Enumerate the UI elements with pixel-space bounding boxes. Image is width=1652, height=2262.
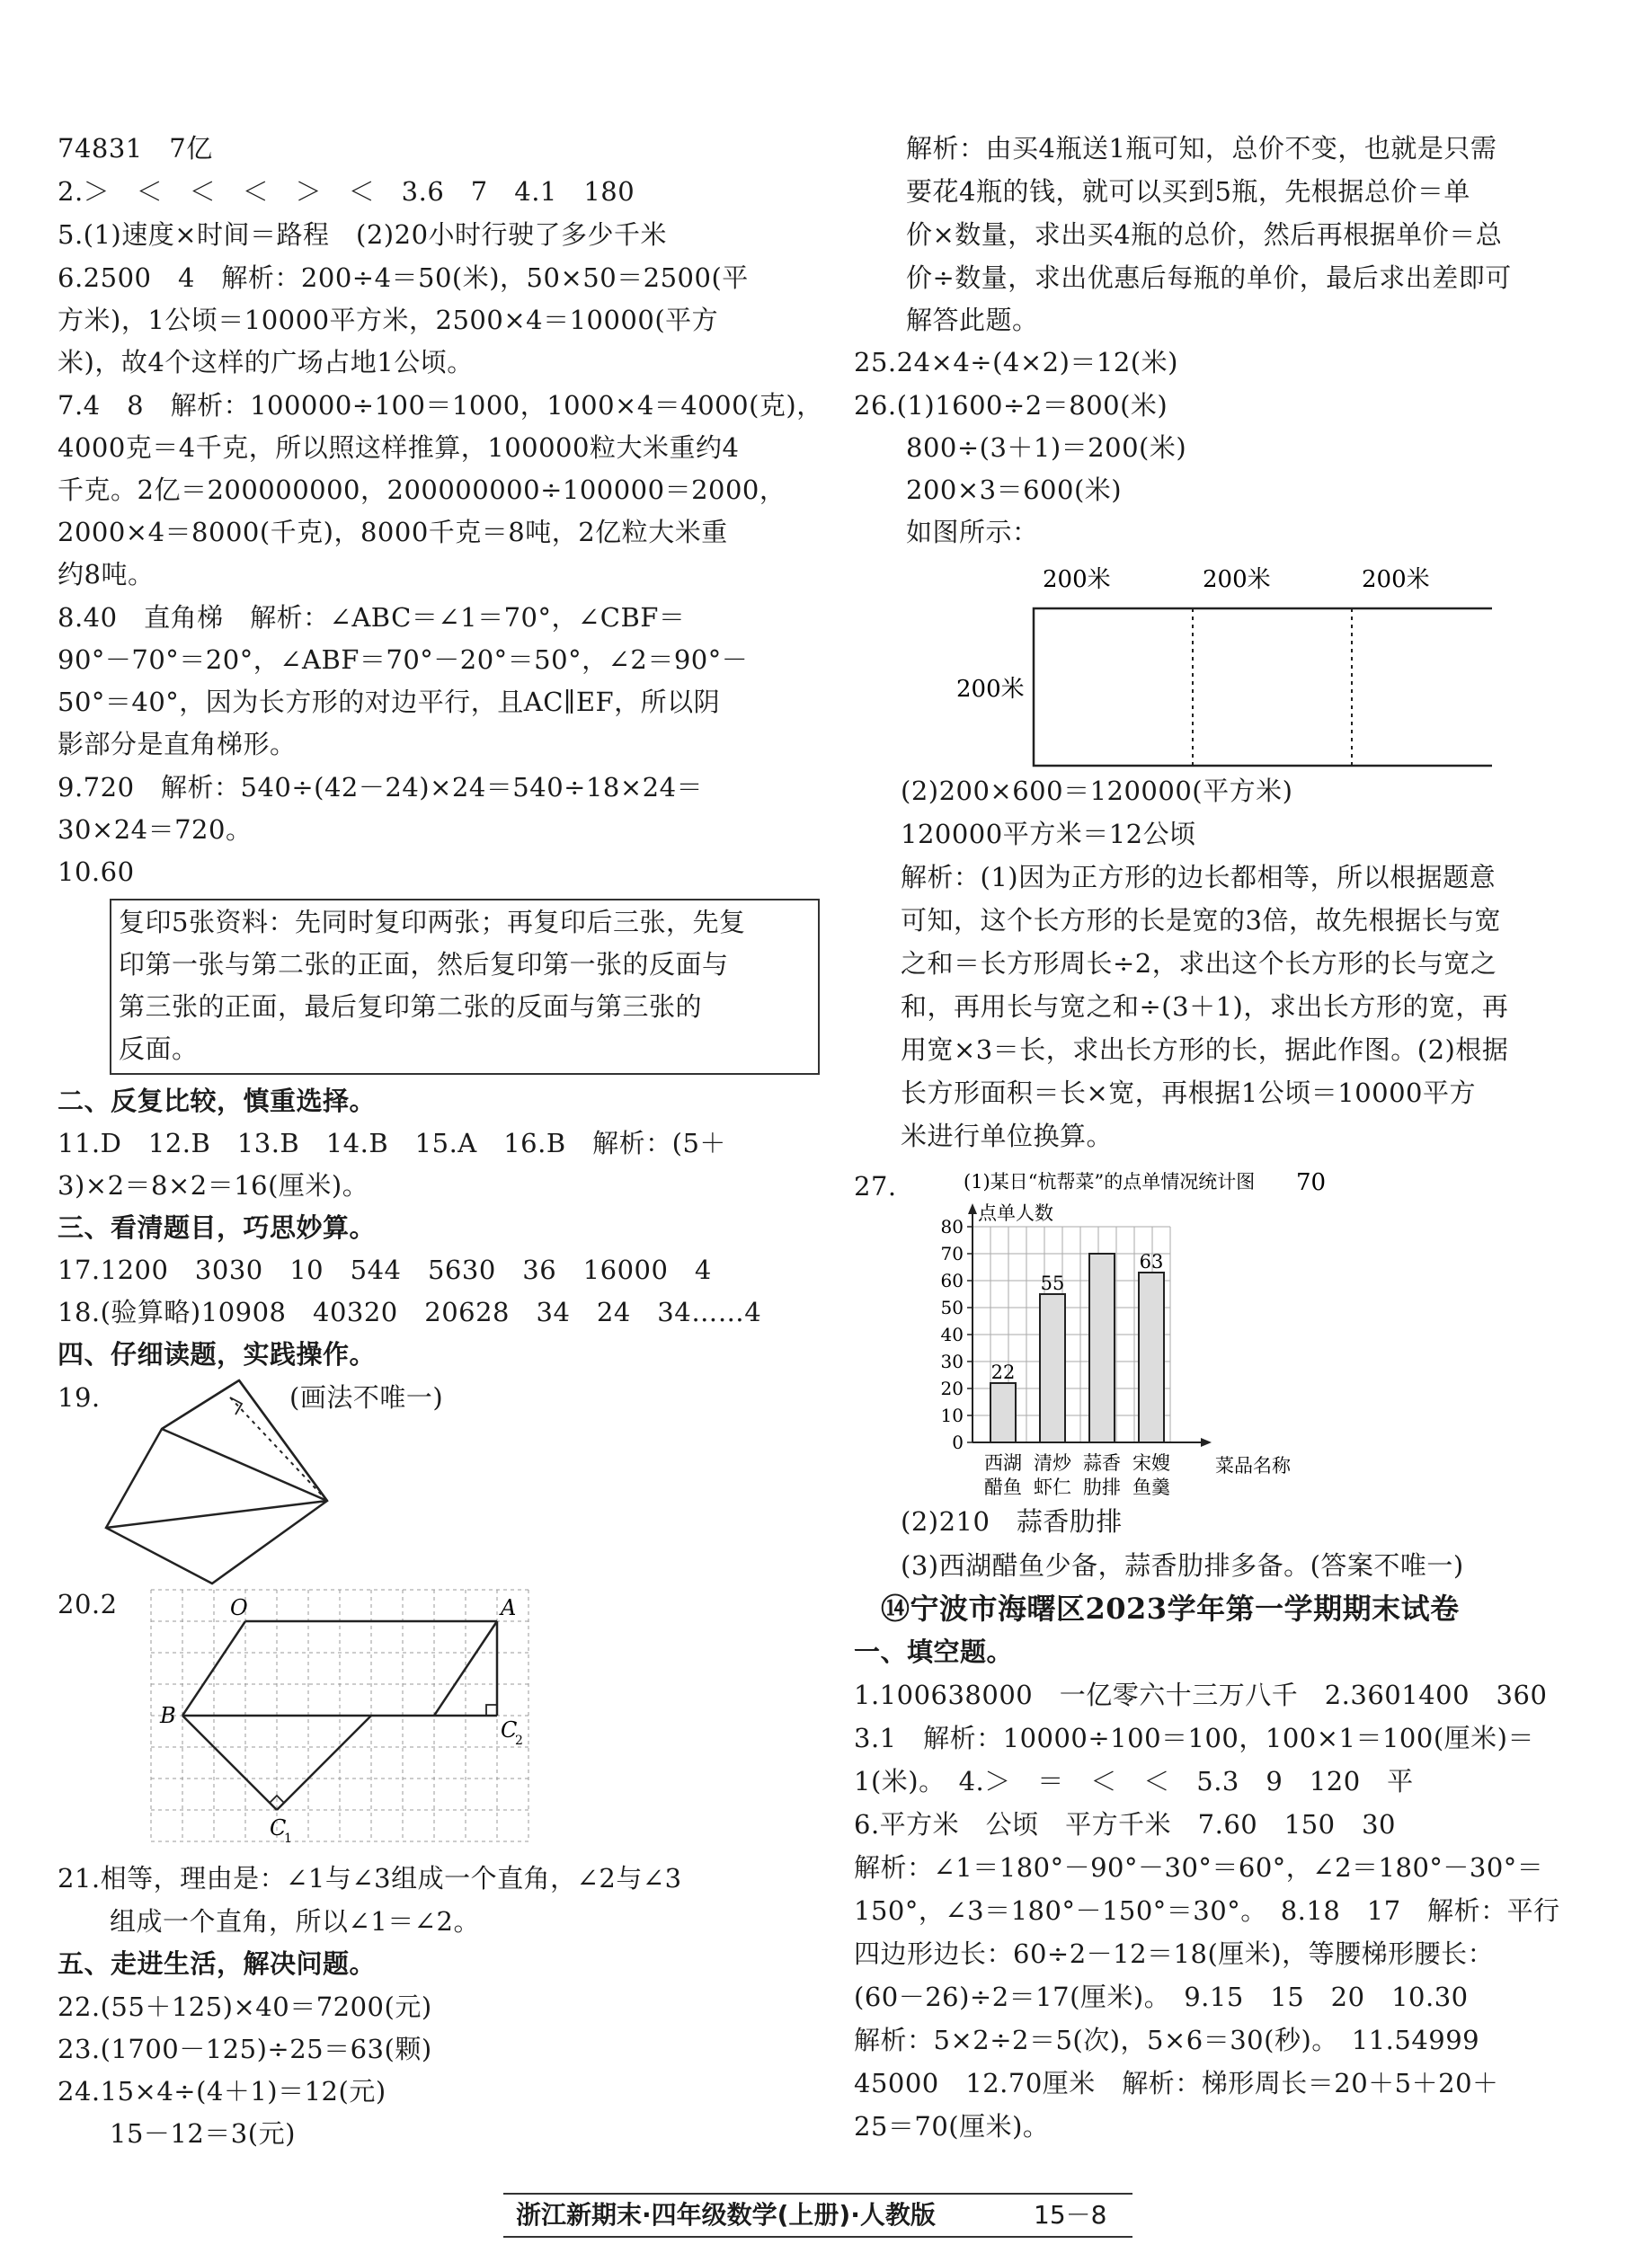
line: (2)210 蒜香肋排 xyxy=(901,1506,1123,1537)
line: 要花4瓶的钱，就可以买到5瓶，先根据总价＝单 xyxy=(906,176,1470,207)
line: 10.60 xyxy=(58,856,135,887)
line: 11.D 12.B 13.B 14.B 15.A 16.B 解析：(5＋ xyxy=(58,1128,726,1158)
line: 17.1200 3030 10 544 5630 36 16000 4 xyxy=(58,1255,712,1285)
line: 四边形边长：60÷2－12＝18(厘米)，等腰梯形腰长： xyxy=(854,1938,1495,1969)
line: 800÷(3＋1)＝200(米) xyxy=(906,432,1187,463)
line: 45000 12.70厘米 解析：梯形周长＝20＋5＋20＋ xyxy=(854,2068,1499,2098)
section-heading: 四、仔细读题，实践操作。 xyxy=(58,1339,377,1370)
q26-rectangle-figure xyxy=(953,562,1492,777)
line: 9.720 解析：540÷(42－24)×24＝540÷18×24＝ xyxy=(58,772,704,803)
section-title-14: ⑭宁波市海曙区2023学年第一学期期末试卷 xyxy=(881,1592,1460,1626)
x-tick-label: 肋排 xyxy=(1083,1477,1121,1498)
x-axis-label: 菜品名称 xyxy=(1215,1455,1291,1477)
box-line: 反面。 xyxy=(119,1033,199,1064)
box-line: 印第一张与第二张的正面，然后复印第一张的反面与 xyxy=(119,949,729,980)
line: 约8吨。 xyxy=(58,559,155,590)
line: 影部分是直角梯形。 xyxy=(58,729,297,759)
point-label-C1: C xyxy=(270,1815,287,1841)
line: 50°＝40°，因为长方形的对边平行，且AC∥EF，所以阴 xyxy=(58,687,721,717)
y-tick-label: 80 xyxy=(940,1216,964,1237)
q27-number: 27. xyxy=(854,1171,897,1202)
line: 8.40 直角梯 解析：∠ABC＝∠1＝70°，∠CBF＝ xyxy=(58,602,686,633)
line: 之和＝长方形周长÷2，求出这个长方形的长与宽之 xyxy=(901,948,1497,979)
bar-value-label: 63 xyxy=(1139,1251,1164,1273)
x-tick-label: 鱼羹 xyxy=(1132,1477,1170,1498)
q27-bar-chart xyxy=(901,1168,1404,1510)
line: 15－12＝3(元) xyxy=(110,2118,296,2149)
line: 可知，这个长方形的长是宽的3倍，故先根据长与宽 xyxy=(901,905,1501,936)
bar-value-label: 22 xyxy=(990,1362,1016,1383)
answer-box-q10 xyxy=(110,899,820,1075)
chart-title: (1)某日“杭帮菜”的点单情况统计图 xyxy=(964,1171,1256,1193)
line: 1(米)。 4.＞ ＝ ＜ ＜ 5.3 9 120 平 xyxy=(854,1766,1414,1796)
y-tick-label: 70 xyxy=(940,1243,964,1264)
line: 长方形面积＝长×宽，再根据1公顷＝10000平方 xyxy=(901,1078,1477,1108)
line: 18.(验算略)10908 40320 20628 34 24 34……4 xyxy=(58,1297,762,1327)
line: 23.(1700－125)÷25＝63(颗) xyxy=(58,2034,432,2064)
chart-extra-value: 70 xyxy=(1296,1169,1327,1196)
x-tick-label: 虾仁 xyxy=(1034,1477,1071,1498)
section-heading: 一、填空题。 xyxy=(854,1637,1014,1667)
point-label-C1-sub: 1 xyxy=(284,1832,292,1846)
line: 解答此题。 xyxy=(906,305,1039,335)
y-axis-arrow xyxy=(968,1203,977,1214)
y-tick-label: 60 xyxy=(940,1270,964,1291)
q19-note: (画法不唯一) xyxy=(289,1382,444,1413)
line: 如图所示： xyxy=(906,517,1039,547)
line: 米)，故4个这样的广场占地1公顷。 xyxy=(58,347,474,377)
rect-label-top2: 200米 xyxy=(1203,566,1271,593)
y-tick-label: 10 xyxy=(940,1405,964,1426)
line: 20.2 xyxy=(58,1589,118,1619)
line: 2.＞ ＜ ＜ ＜ ＞ ＜ 3.6 7 4.1 180 xyxy=(58,176,635,207)
point-label-C2: C xyxy=(501,1717,518,1743)
x-tick-label: 宋嫂 xyxy=(1132,1452,1170,1474)
x-tick-label: 蒜香 xyxy=(1083,1452,1121,1474)
bar-3 xyxy=(1139,1273,1164,1442)
y-tick-label: 20 xyxy=(940,1378,964,1399)
line: 24.15×4÷(4＋1)＝12(元) xyxy=(58,2076,386,2107)
box-line: 第三张的正面，最后复印第二张的反面与第三张的 xyxy=(119,991,703,1022)
line: 价×数量，求出买4瓶的总价，然后再根据单价＝总 xyxy=(906,219,1503,250)
q20-grid-figure xyxy=(147,1586,534,1847)
line: 2000×4＝8000(千克)，8000千克＝8吨，2亿粒大米重 xyxy=(58,517,728,547)
rect-label-top3: 200米 xyxy=(1362,566,1430,593)
line: 解析：(1)因为正方形的边长都相等，所以根据题意 xyxy=(901,862,1497,892)
line: 74831 7亿 xyxy=(58,133,213,164)
rect-label-top1: 200米 xyxy=(1043,566,1111,593)
line: 3.1 解析：10000÷100＝100，100×1＝100(厘米)＝ xyxy=(854,1723,1534,1753)
page-footer xyxy=(503,2193,1132,2238)
line: 90°－70°＝20°，∠ABF＝70°－20°＝50°，∠2＝90°－ xyxy=(58,644,749,675)
x-tick-label: 西湖 xyxy=(984,1452,1022,1474)
line: 千克。2亿＝200000000，200000000÷100000＝2000， xyxy=(58,475,786,505)
section-heading: 二、反复比较，慎重选择。 xyxy=(58,1086,377,1116)
line: 6.2500 4 解析：200÷4＝50(米)，50×50＝2500(平 xyxy=(58,262,749,293)
y-tick-label: 0 xyxy=(952,1432,964,1453)
line: 26.(1)1600÷2＝800(米) xyxy=(854,390,1168,421)
x-tick-label: 醋鱼 xyxy=(984,1477,1022,1498)
line: 1.100638000 一亿零六十三万八千 2.3601400 360 xyxy=(854,1680,1548,1710)
footer-title: 浙江新期末·四年级数学(上册)·人教版 xyxy=(516,2200,936,2230)
line: 解析：由买4瓶送1瓶可知，总价不变，也就是只需 xyxy=(906,133,1497,164)
line: 22.(55＋125)×40＝7200(元) xyxy=(58,1991,432,2022)
line: 方米)，1公顷＝10000平方米，2500×4＝10000(平方 xyxy=(58,305,719,335)
line: 19. xyxy=(58,1382,101,1413)
line: 6.平方米 公顷 平方千米 7.60 150 30 xyxy=(854,1809,1396,1840)
line: 米进行单位换算。 xyxy=(901,1121,1114,1151)
line: 和，再用长与宽之和÷(3＋1)，求出长方形的宽，再 xyxy=(901,991,1509,1022)
line: (2)200×600＝120000(平方米) xyxy=(901,776,1293,806)
line: 解析：∠1＝180°－90°－30°＝60°，∠2＝180°－30°＝ xyxy=(854,1852,1544,1883)
line: 4000克＝4千克，所以照这样推算，100000粒大米重约4 xyxy=(58,432,740,463)
line: 200×3＝600(米) xyxy=(906,475,1123,505)
line: 21.相等，理由是：∠1与∠3组成一个直角，∠2与∠3 xyxy=(58,1863,682,1894)
y-axis-label: 点单人数 xyxy=(978,1202,1053,1224)
line: 价÷数量，求出优惠后每瓶的单价，最后求出差即可 xyxy=(906,262,1512,293)
line: 25＝70(厘米)。 xyxy=(854,2111,1050,2142)
rect-label-side: 200米 xyxy=(956,676,1025,703)
point-label-C2-sub: 2 xyxy=(515,1734,523,1748)
y-tick-label: 50 xyxy=(940,1297,964,1318)
page-number: 15－8 xyxy=(1034,2200,1107,2230)
line: 30×24＝720。 xyxy=(58,814,253,845)
bar-2 xyxy=(1089,1254,1115,1442)
section-heading: 五、走进生活，解决问题。 xyxy=(58,1948,377,1979)
line: 120000平方米＝12公顷 xyxy=(901,819,1196,849)
x-axis-arrow xyxy=(1201,1438,1212,1447)
q19-figure xyxy=(102,1375,354,1591)
y-tick-label: 40 xyxy=(940,1324,964,1345)
point-label-O: O xyxy=(230,1595,248,1620)
line: 150°，∠3＝180°－150°＝30°。 8.18 17 解析：平行 xyxy=(854,1895,1560,1926)
line: (60－26)÷2＝17(厘米)。 9.15 15 20 10.30 xyxy=(854,1982,1469,2012)
bar-0 xyxy=(990,1383,1016,1442)
bar-1 xyxy=(1040,1294,1065,1442)
line: 解析：5×2÷2＝5(次)，5×6＝30(秒)。 11.54999 xyxy=(854,2025,1480,2055)
line: 25.24×4÷(4×2)＝12(米) xyxy=(854,347,1178,377)
y-tick-label: 30 xyxy=(940,1351,964,1372)
box-line: 复印5张资料：先同时复印两张；再复印后三张，先复 xyxy=(119,907,746,937)
line: (3)西湖醋鱼少备，蒜香肋排多备。(答案不唯一) xyxy=(901,1550,1464,1581)
line: 组成一个直角，所以∠1＝∠2。 xyxy=(110,1906,480,1937)
point-label-A: A xyxy=(501,1595,517,1620)
section-heading: 三、看清题目，巧思妙算。 xyxy=(58,1212,377,1243)
point-label-B: B xyxy=(160,1703,176,1728)
bar-value-label: 55 xyxy=(1040,1273,1065,1294)
line: 7.4 8 解析：100000÷100＝1000，1000×4＝4000(克)， xyxy=(58,390,823,421)
line: 3)×2＝8×2＝16(厘米)。 xyxy=(58,1170,369,1201)
line: 5.(1)速度×时间＝路程 (2)20小时行驶了多少千米 xyxy=(58,219,668,250)
line: 用宽×3＝长，求出长方形的长，据此作图。(2)根据 xyxy=(901,1034,1509,1065)
x-tick-label: 清炒 xyxy=(1034,1452,1071,1474)
